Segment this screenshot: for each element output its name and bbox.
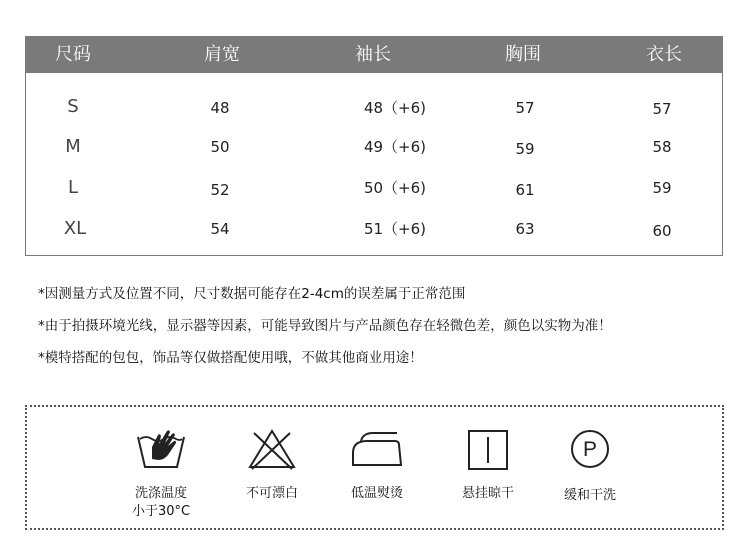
hand-wash-icon	[134, 425, 188, 473]
care-label: 洗涤温度	[134, 486, 187, 501]
table-cell: 57	[515, 99, 535, 117]
notes	[38, 284, 612, 380]
low-iron-icon	[349, 425, 405, 473]
table-cell: 59	[652, 179, 672, 197]
table-cell-size: M	[65, 136, 81, 157]
care-instructions	[25, 405, 724, 530]
care-item-no-bleach	[217, 425, 327, 503]
note-measurement: *因测量方式及位置不同，尺寸数据可能存在2-4cm的误差属于正常范围	[38, 286, 466, 302]
table-cell: 48	[210, 99, 230, 117]
table-cell: 57	[652, 100, 672, 118]
table-cell: 58	[652, 138, 672, 156]
table-cell: 50	[210, 138, 230, 156]
header-sleeve: 袖长	[355, 44, 391, 65]
header-shoulder: 肩宽	[204, 44, 240, 65]
table-cell: 54	[210, 220, 230, 238]
note-accessories: *模特搭配的包包，饰品等仅做搭配使用哦，不做其他商业用途！	[38, 350, 423, 366]
care-label: 低温熨烫	[350, 486, 403, 501]
care-label-sub: 小于30°C	[131, 504, 191, 519]
table-cell: 51（+6)	[363, 220, 427, 238]
care-label: 悬挂晾干	[461, 486, 514, 501]
note-color: *由于拍摄环境光线，显示器等因素，可能导致图片与产品颜色存在轻微色差，颜色以实物为准！	[38, 318, 612, 334]
table-cell-size: S	[67, 96, 79, 117]
care-item-dry-clean	[535, 425, 645, 505]
table-cell-size: XL	[63, 218, 87, 239]
care-item-hang-dry	[433, 425, 543, 503]
header-size: 尺码	[55, 44, 91, 65]
table-cell: 50（+6)	[363, 179, 427, 197]
table-header	[26, 37, 722, 73]
table-cell: 48（+6)	[363, 99, 427, 117]
care-item-low-iron	[322, 425, 432, 503]
table-cell: 59	[515, 140, 535, 158]
table-cell-size: L	[67, 177, 79, 198]
table-cell: 52	[210, 181, 230, 199]
dry-clean-icon	[566, 425, 614, 473]
no-bleach-icon	[246, 425, 298, 473]
hang-dry-icon	[464, 425, 512, 473]
table-cell: 63	[515, 220, 535, 238]
header-chest: 胸围	[505, 44, 541, 65]
table-cell: 49（+6)	[363, 138, 427, 156]
size-table	[25, 36, 723, 256]
table-cell: 60	[652, 222, 672, 240]
care-label: 缓和干洗	[563, 488, 616, 503]
care-item-hand-wash	[106, 425, 216, 521]
header-length: 衣长	[646, 44, 682, 65]
care-label: 不可漂白	[245, 486, 298, 501]
table-cell: 61	[515, 181, 535, 199]
dry-clean-glyph: P	[582, 438, 598, 461]
